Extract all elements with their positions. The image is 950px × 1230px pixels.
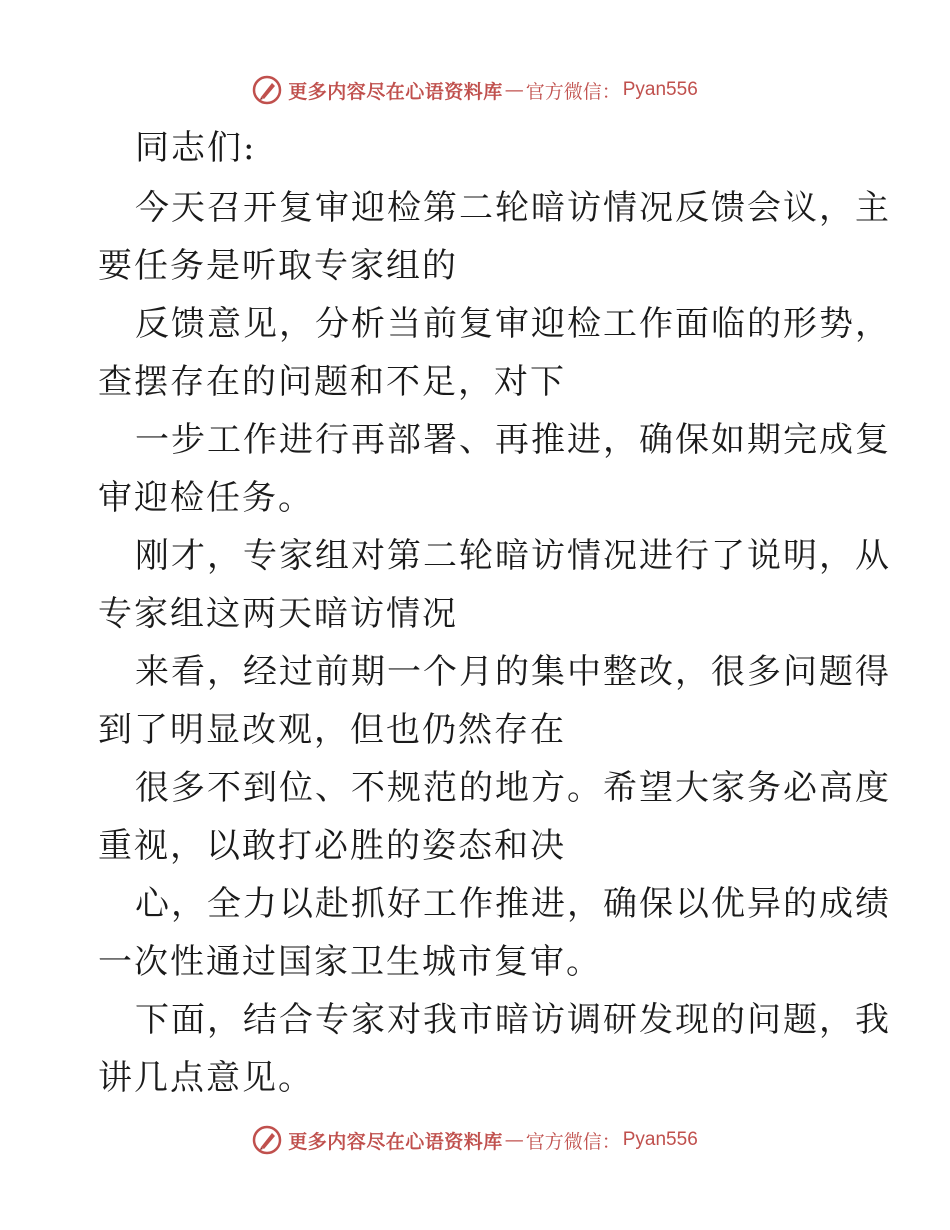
banner-site-text: 更多内容尽在心语资料库 xyxy=(288,1130,503,1153)
paragraph-line: 刚才，专家组对第二轮暗访情况进行了说明，从 xyxy=(135,536,891,576)
banner-dash: — xyxy=(504,1129,524,1151)
banner-dash: — xyxy=(504,79,524,101)
paragraph-line: 同志们: xyxy=(135,128,257,168)
paragraph-line: 今天召开复审迎检第二轮暗访情况反馈会议，主 xyxy=(135,188,891,228)
paragraph-line: 反馈意见，分析当前复审迎检工作面临的形势， xyxy=(135,304,891,344)
paragraph-line: 很多不到位、不规范的地方。希望大家务必高度 xyxy=(135,768,891,808)
paragraph-line: 专家组这两天暗访情况 xyxy=(98,594,458,634)
paragraph-line: 下面，结合专家对我市暗访调研发现的问题，我 xyxy=(135,1000,891,1040)
banner-wechat-label: 官方微信： xyxy=(525,80,621,103)
paragraph-line: 来看，经过前期一个月的集中整改，很多问题得 xyxy=(135,652,891,692)
paragraph-line: 心，全力以赴抓好工作推进，确保以优异的成绩 xyxy=(135,884,891,924)
banner-site-text: 更多内容尽在心语资料库 xyxy=(288,80,503,103)
paragraph-line: 重视，以敢打必胜的姿态和决 xyxy=(98,826,566,866)
paragraph-line: 审迎检任务。 xyxy=(98,478,314,518)
paragraph-line: 查摆存在的问题和不足，对下 xyxy=(98,362,566,402)
banner-wechat-id: Pyan556 xyxy=(622,1129,698,1150)
banner-wechat-label: 官方微信： xyxy=(525,1130,621,1153)
paragraph-line: 讲几点意见。 xyxy=(98,1058,314,1098)
banner-wechat-id: Pyan556 xyxy=(622,79,698,100)
pen-logo-icon xyxy=(252,75,282,105)
paragraph-line: 到了明显改观，但也仍然存在 xyxy=(98,710,566,750)
paragraph-line: 一次性通过国家卫生城市复审。 xyxy=(98,942,602,982)
pen-logo-icon xyxy=(252,1125,282,1155)
paragraph-line: 一步工作进行再部署、再推进，确保如期完成复 xyxy=(135,420,891,460)
paragraph-line: 要任务是听取专家组的 xyxy=(98,246,458,286)
header-watermark-banner xyxy=(0,70,950,110)
footer-watermark-banner xyxy=(0,1120,950,1160)
